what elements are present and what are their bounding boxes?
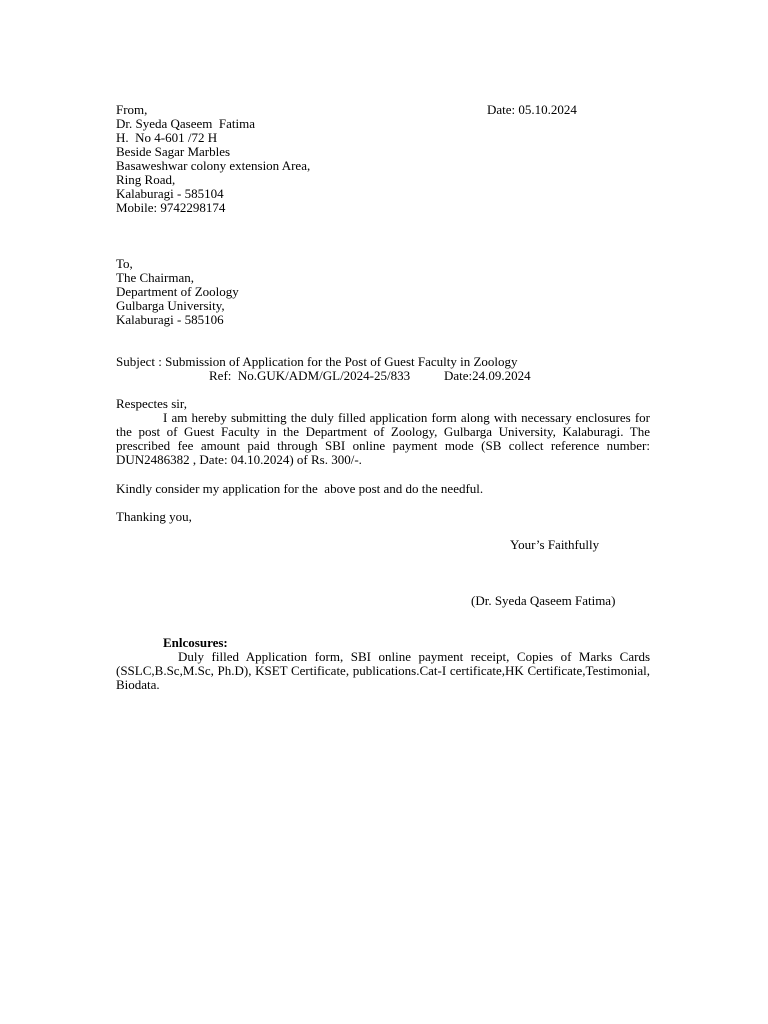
from-label: From,	[116, 102, 148, 117]
body-paragraph-text: I am hereby submitting the duly filled application form along with necessary enclosures for the post of Guest Faculty in the Department of Zoology, Gulbarga University, Kalaburagi. The prescribed fee amount paid through SBI online payment mode (SB collect reference number: DUN2486382 , Date: 04.10.2024) of Rs. 300/-.	[116, 410, 650, 467]
reference-number: Ref: No.GUK/ADM/GL/2024-25/833	[209, 368, 411, 383]
letter-date: Date: 05.10.2024	[487, 102, 577, 117]
sender-address-line: Ring Road,	[116, 172, 176, 187]
request-line: Kindly consider my application for the above post and do the needful.	[116, 481, 484, 496]
enclosures-text: Duly filled Application form, SBI online payment receipt, Copies of Marks Cards (SSLC,B.Sc,M.Sc, Ph.D), KSET Certificate, publications.Cat-I certificate,HK Certificate,Testimonial, Biodata.	[116, 649, 650, 692]
closing-line: Your’s Faithfully	[510, 537, 600, 552]
sender-mobile: Mobile: 9742298174	[116, 200, 226, 215]
recipient-line: Gulbarga University,	[116, 298, 225, 313]
body-paragraph	[116, 411, 650, 467]
sender-address-line: Beside Sagar Marbles	[116, 144, 231, 159]
signature-name: (Dr. Syeda Qaseem Fatima)	[471, 593, 616, 608]
to-label: To,	[116, 256, 133, 271]
thanks-line: Thanking you,	[116, 509, 192, 524]
subject-line: Subject : Submission of Application for the Post of Guest Faculty in Zoology	[116, 354, 518, 369]
sender-name: Dr. Syeda Qaseem Fatima	[116, 116, 255, 131]
sender-address-line: Kalaburagi - 585104	[116, 186, 224, 201]
recipient-line: Kalaburagi - 585106	[116, 312, 224, 327]
recipient-line: Department of Zoology	[116, 284, 239, 299]
recipient-line: The Chairman,	[116, 270, 194, 285]
salutation: Respectes sir,	[116, 396, 187, 411]
reference-date: Date:24.09.2024	[444, 368, 531, 383]
sender-address-line: H. No 4-601 /72 H	[116, 130, 218, 145]
enclosures-heading: Enlcosures:	[163, 635, 228, 650]
sender-address-line: Basaweshwar colony extension Area,	[116, 158, 311, 173]
enclosures-list	[116, 650, 650, 692]
